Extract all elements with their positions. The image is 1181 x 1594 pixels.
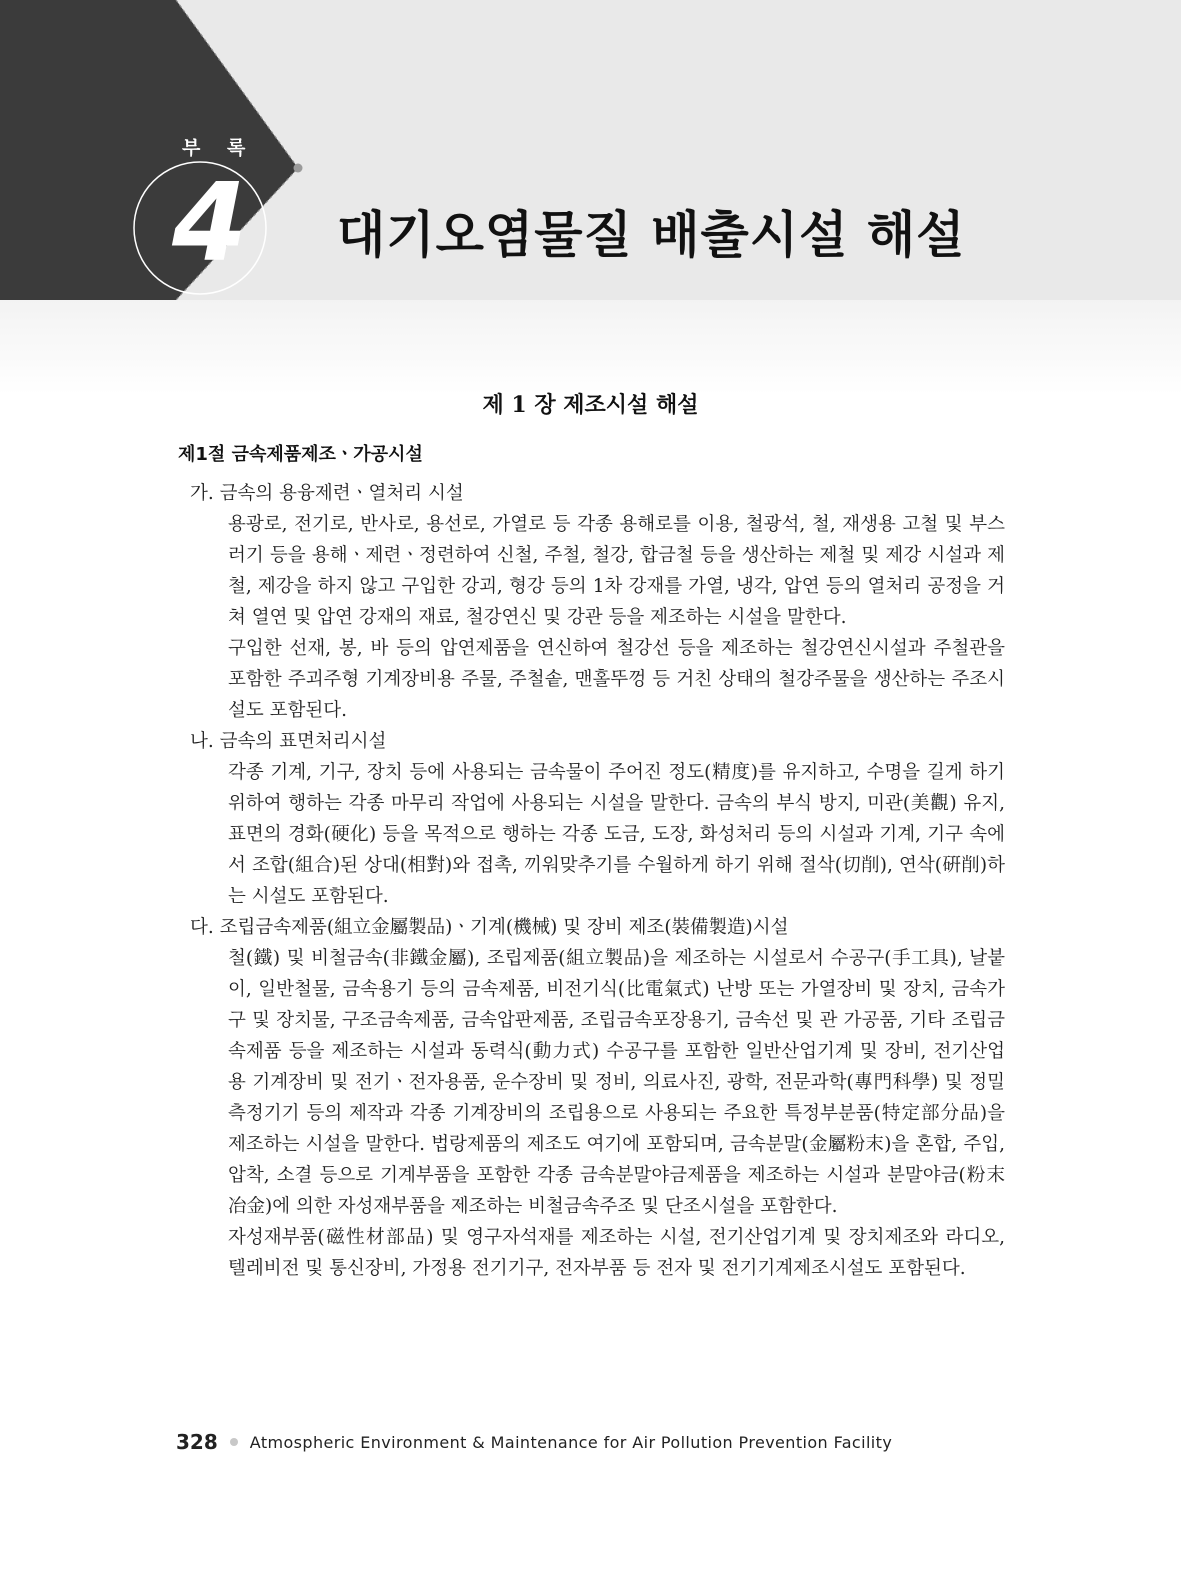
item-paragraph: 철(鐵) 및 비철금속(非鐵金屬), 조립제품(組立製品)을 제조하는 시설로서 수공구(手工具), 날붙이, 일반철물, 금속용기 등의 금속제품, 비전기식(比電氣式) 난방 또는 가열장비 및 장치, 금속가구 및 장치물, 구조금속제품, 금속압판제품, 조립금속포장용기, 금속선 및 관 가공품, 기타 조립금속제품 등을 제조하는 시설과 동력식(動力式) 수공구를 포함한 일반산업기계 및 장비, 전기산업용 기계장비 및 전기ㆍ전자용품, 운수장비 및 정비, 의료사진, 광학, 전문과학(專門科學) 및 정밀측정기기 등의 제작과 각종 기계장비의 조립용으로 사용되는 주요한 특정부분품(特定部分品)을 제조하는 시설을 말한다. 법랑제품의 제조도 여기에 포함되며, 금속분말(金屬粉末)을 혼합, 주입, 압착, 소결 등으로 기계부품을 포함한 각종 금속분말야금제품을 제조하는 시설과 분말야금(粉末冶金)에 의한 자성재부품을 제조하는 비철금속주조 및 단조시설을 포함한다. — [228, 948, 1005, 1217]
item-paragraph: 각종 기계, 기구, 장치 등에 사용되는 금속물이 주어진 정도(精度)를 유지하고, 수명을 길게 하기 위하여 행하는 각종 마무리 작업에 사용되는 시설을 말한다. 금속의 부식 방지, 미관(美觀) 유지, 표면의 경화(硬化) 등을 목적으로 행하는 각종 도금, 도장, 화성처리 등의 시설과 기계, 기구 속에서 조합(組合)된 상대(相對)와 접촉, 끼워맞추기를 수월하게 하기 위해 절삭(切削), 연삭(硏削)하는 시설도 포함된다. — [228, 762, 1005, 907]
header-fade — [0, 300, 1181, 395]
section-title: 제1절 금속제품제조ㆍ가공시설 — [178, 444, 423, 465]
page-title: 대기오염물질 배출시설 해설 — [337, 206, 966, 264]
body-content — [190, 478, 1005, 1284]
item-paragraph: 용광로, 전기로, 반사로, 용선로, 가열로 등 각종 용해로를 이용, 철광석, 철, 재생용 고철 및 부스러기 등을 용해ㆍ제련ㆍ정련하여 신철, 주철, 철강, 합금철 등을 생산하는 제철 및 제강 시설과 제철, 제강을 하지 않고 구입한 강괴, 형강 등의 1차 강재를 가열, 냉각, 압연 등의 열처리 공정을 거쳐 열연 및 압연 강재의 재료, 철강연신 및 강관 등을 제조하는 시설을 말한다. — [228, 514, 1005, 628]
page-number: 328 — [176, 1430, 218, 1454]
chapter-title: 제 1 장 제조시설 해설 — [482, 392, 699, 418]
appendix-label: 부 록 — [182, 137, 256, 159]
edge-dot-icon — [294, 164, 303, 173]
item-paragraph: 구입한 선재, 봉, 바 등의 압연제품을 연신하여 철강선 등을 제조하는 철강연신시설과 주철관을 포함한 주괴주형 기계장비용 주물, 주철솥, 맨홀뚜껑 등 거친 상태의 철강주물을 생산하는 주조시설도 포함된다. — [228, 638, 1005, 721]
item-paragraph: 자성재부품(磁性材部品) 및 영구자석재를 제조하는 시설, 전기산업기계 및 장치제조와 라디오, 텔레비전 및 통신장비, 가정용 전기기구, 전자부품 등 전자 및 전기기계제조시설도 포함된다. — [228, 1227, 1005, 1279]
appendix-number: 4 — [172, 161, 248, 286]
item-heading: 나. 금속의 표면처리시설 — [190, 731, 387, 752]
page-footer — [176, 1430, 892, 1454]
item-heading: 다. 조립금속제품(組立金屬製品)ㆍ기계(機械) 및 장비 제조(裝備製造)시설 — [190, 917, 789, 938]
item-heading: 가. 금속의 용융제련ㆍ열처리 시설 — [190, 483, 464, 504]
footer-dot-icon — [230, 1438, 238, 1446]
footer-text: Atmospheric Environment & Maintenance for Air Pollution Prevention Facility — [249, 1432, 893, 1452]
